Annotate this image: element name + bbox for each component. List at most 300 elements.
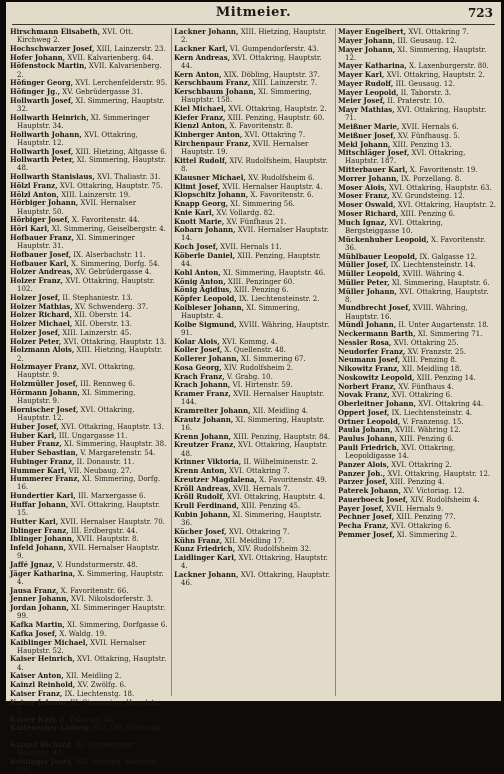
entry-name: Mayer Rudolf, <box>338 78 394 88</box>
entry-address: II. Praterstr. 10. <box>387 97 445 106</box>
entry-name: Kern Andreas, <box>174 52 231 62</box>
entry-name: Krenn Anton, <box>174 466 227 476</box>
entry-address: XVII. Hernalser Hauptstr. 70. <box>60 517 165 526</box>
entry-address: X. Laxenburgerstr. 80. <box>409 62 489 71</box>
entry-name: Panzer Joh., <box>338 468 386 478</box>
column-2 <box>174 28 332 696</box>
entry-name: Koller Josef, <box>174 345 223 355</box>
entry-name: Kolbe Sigmund, <box>174 319 237 329</box>
entry-name: Holzer Josef, <box>10 292 61 302</box>
entry-name: Iblinger Johann, <box>10 534 75 544</box>
entry-address: XI. Simmeringer Hauptstr. 34. <box>17 113 150 130</box>
entry-address: VII. Neubaug. 27. <box>68 466 132 475</box>
entry-address: III. Marxergasse 6. <box>77 492 146 501</box>
entry-address: XV. Victoriag. 12. <box>403 487 465 495</box>
entry-address: XI. Simmering 2. <box>396 530 457 539</box>
entry-name: Kern Anton, <box>174 69 222 79</box>
entry-address: XVI. Ott. Ottakring 7. <box>17 724 161 741</box>
directory-entry <box>10 389 168 405</box>
entry-name: Kolbleser Johann, <box>174 302 245 312</box>
entry-name: Köpfer Leopold, <box>174 294 237 304</box>
entry-address: III. Erdbergstr. 44. <box>70 526 138 535</box>
entry-address: XV. Schwenderg. 37. <box>74 302 149 311</box>
entry-name: Mayer Johann, <box>338 44 396 54</box>
directory-entry <box>10 475 168 491</box>
directory-entry <box>174 304 332 320</box>
entry-name: Nikowitz Franz, <box>338 364 400 374</box>
entry-address: XI. Simmering 71. <box>417 330 483 339</box>
entry-name: Kollerer Johann, <box>174 354 239 364</box>
column-divider <box>171 28 172 696</box>
directory-entry <box>338 46 496 62</box>
entry-name: Pechner Josef, <box>338 512 395 522</box>
entry-address: XI. Simmeringer Hauptstr. 31. <box>17 233 135 250</box>
entry-name: Holzer Mathias, <box>10 301 73 311</box>
entry-name: Hirschmann Elisabeth, <box>10 27 101 36</box>
entry-name: Mayer Engelbert, <box>338 27 407 36</box>
entry-address: X. Favoritenstr. 6. <box>250 191 314 200</box>
column-divider <box>335 28 336 696</box>
entry-address: XVI. Ottakring, Hauptstr. 44. <box>181 53 322 70</box>
entry-name: Knott Marie, <box>174 216 225 226</box>
entry-name: Hofbauer Josef, <box>10 249 72 259</box>
column-1 <box>10 27 168 774</box>
entry-name: Hollwarth Stanislaus, <box>10 172 95 182</box>
entry-name: Hölzl Franz, <box>10 180 58 190</box>
entry-address: XIII. Penzing, Hauptstr. 60. <box>227 113 325 122</box>
entry-name: Kaiser Franz, <box>10 688 63 698</box>
entry-address: XIV. Rudolfsheim 2. <box>223 363 294 372</box>
entry-name: Laidlinger Karl, <box>174 553 237 563</box>
entry-name: Meißner Josef, <box>338 130 396 140</box>
entry-name: Krach Franz, <box>174 371 225 381</box>
entry-address: XIII. Penzing 6. <box>233 286 289 295</box>
entry-name: Infeld Johann, <box>10 543 67 553</box>
entry-name: Kafka Martin, <box>10 620 65 630</box>
entry-address: XVI. Ottakring 7. <box>244 131 306 140</box>
entry-name: Jausa Franz, <box>10 585 59 595</box>
entry-name: König Ägidius, <box>174 285 232 295</box>
entry-name: Huber Sebastian, <box>10 448 79 458</box>
directory-entry <box>10 758 168 774</box>
entry-name: Noskowitz Leopold, <box>338 372 415 382</box>
entry-name: Mitschläger Josef, <box>338 148 410 158</box>
entry-address: XI. Simmering, Hauptstr. 32. <box>17 96 165 113</box>
entry-address: XII. Oberstr. 13. <box>74 320 132 329</box>
entry-name: Meißner Marie, <box>338 122 400 132</box>
entry-address: XVI. Ottakring, Hauptstr. 8. <box>345 287 489 304</box>
entry-address: X. Favoritenstr. 66. <box>60 586 129 595</box>
entry-address: XVI. Ottakring, Hauptstr. 12. <box>387 469 491 478</box>
entry-address: XIII. Penzing 13. <box>392 140 452 149</box>
entry-name: Kaiser Anton, <box>10 671 64 681</box>
entry-address: IX. Liechtensteinstr. 2. <box>238 295 320 304</box>
directory-entry <box>10 639 168 655</box>
entry-address: XVI. Lerchenfelderstr. 95. <box>75 79 168 88</box>
entry-address: XVI. Ottakring, Hauptstr. 46. <box>181 570 331 588</box>
entry-address: XVI. Ottakring, Hauptstr. 13. <box>63 337 167 346</box>
directory-entry <box>10 570 168 586</box>
entry-name: Kittel Rudolf, <box>174 155 228 165</box>
entry-name: Höfenstock Martin, <box>10 61 87 71</box>
entry-address: V. Grabg. 10. <box>226 372 273 381</box>
entry-address: III. Rennweg 6. <box>80 380 135 389</box>
entry-address: XI. Simmering, Dorfgasse 6. <box>67 621 168 630</box>
entry-name: Norbert Franz, <box>338 381 397 391</box>
entry-name: Müller Leopold, <box>338 269 401 279</box>
entry-name: Holzmann Alois, <box>10 345 75 355</box>
entry-address: XV. Fünfhausg. 5. <box>397 131 460 140</box>
entry-address: XI. Simmering, Dorfg. 16. <box>17 475 161 492</box>
entry-address: XVI. Ottakring, Hauptstr. 4. <box>226 493 326 502</box>
entry-name: Jaffé Jgnaz, <box>10 560 55 569</box>
entry-name: Neudorfer Franz, <box>338 346 406 356</box>
entry-name: Oppert Josef, <box>338 407 390 417</box>
entry-name: Klimt Josef, <box>174 181 221 191</box>
directory-entry <box>10 724 168 740</box>
entry-address: V. Margaretenstr. 54. <box>80 449 156 458</box>
entry-name: Höfinger Jg., <box>10 87 61 97</box>
entry-name: Hollwarth Heinrich, <box>10 112 89 122</box>
entry-name: Hochschwarzer Josef, <box>10 43 95 53</box>
entry-address: X. Favoritenstr. 49. <box>259 475 327 484</box>
entry-address: XVI. Ottakring, Hauptstr. 13. <box>61 422 164 431</box>
entry-name: Mühlbauer Leopold, <box>338 251 418 261</box>
entry-address: XV. Zwölfg. 6. <box>77 681 127 690</box>
entry-address: XVI. Ottakring 6. <box>390 522 452 530</box>
entry-address: X. Quellenstr. 48. <box>224 346 286 355</box>
entry-name: Müller Josef, <box>338 260 389 270</box>
directory-entry <box>174 226 332 242</box>
entry-name: Mayer Katharina, <box>338 61 407 71</box>
entry-name: Moser Franz, <box>338 191 390 201</box>
entry-name: Holzer Michael, <box>10 319 73 329</box>
entry-name: Paterek Johann, <box>338 486 401 495</box>
entry-name: Hofer Johann, <box>10 52 66 62</box>
entry-name: Neckermann Barth, <box>338 329 416 339</box>
directory-entry <box>174 88 332 104</box>
entry-address: XIII. Penzing, Hauptstr. 197. <box>17 758 159 774</box>
entry-name: Holzer Franz, <box>10 276 64 285</box>
entry-address: XVII. Kalvarienberg. 64. <box>67 53 154 62</box>
entry-address: XI. Simmering 56. <box>230 200 295 209</box>
entry-address: XIII. Lainzerstr. 45. <box>62 328 132 337</box>
entry-name: Kramer Franz, <box>174 389 231 399</box>
entry-address: XI. Simmering, Hauptstr. 38. <box>63 440 167 449</box>
entry-name: Jenner Johann, <box>10 594 69 604</box>
entry-address: XIII. Penzing 45. <box>241 502 301 511</box>
entry-name: Müller Johann, <box>338 286 397 296</box>
entry-address: XVI. Ottakring 7. <box>229 467 290 476</box>
entry-name: Mückenhuber Leopold, <box>338 234 429 244</box>
entry-address: XVI. Ottakring 25. <box>393 338 459 347</box>
entry-address: XIII. Penzinger 60. <box>227 277 295 286</box>
entry-name: Kolar Alois, <box>174 336 220 346</box>
directory-entry <box>10 199 168 215</box>
entry-address: XVIII. Währing 12. <box>394 426 461 435</box>
entry-address: XIII. Penzing, Hauptstr. 84. <box>233 432 331 441</box>
entry-name: Paula Johann, <box>338 425 393 435</box>
entry-name: Kirchenpaur Franz, <box>174 138 251 148</box>
entry-name: Hollwarth Johann, <box>10 129 82 139</box>
entry-name: Krach Johann, <box>174 380 231 390</box>
entry-name: Krull Ferdinand, <box>174 501 239 511</box>
entry-address: XII. Meidling 2. <box>65 672 122 681</box>
entry-address: XI. Simmeringer Hauptstr. 99. <box>17 604 166 621</box>
entry-address: XVI. Ottakring 44. <box>418 400 484 409</box>
entry-name: Kienzl Anton, <box>174 121 228 131</box>
directory-entry <box>10 655 168 671</box>
entry-name: Hummer Karl, <box>10 465 67 475</box>
entry-address: XIII. Penzing, Hauptstr. 44. <box>181 251 321 269</box>
entry-address: X. Simmering, Hauptstr. 4. <box>17 569 164 586</box>
entry-address: XI. Simmering, Hauptstr. 4. <box>181 303 300 320</box>
entry-address: XVI. Ottakring, Hauptstr. 75. <box>59 181 163 190</box>
directory-entry <box>338 106 496 122</box>
entry-name: Novak Franz, <box>338 390 390 400</box>
entry-address: IX. Liechtenstg. 18. <box>64 689 135 698</box>
entry-name: Mayer Johann, <box>338 35 396 45</box>
entry-name: Paulus Johann, <box>338 434 398 444</box>
entry-address: X. Favoritenstr. 19. <box>409 166 478 175</box>
entry-address: XIII. Penzing 4. <box>389 478 445 487</box>
entry-address: XV. Gebrüdergasse 4. <box>75 268 152 277</box>
entry-address: XII. Meidling 18. <box>401 365 462 374</box>
entry-name: Holzer Josef, <box>10 327 61 337</box>
entry-address: II. Wilhelminenstr. 2. <box>243 458 319 467</box>
entry-name: Pemmer Josef, <box>338 529 395 539</box>
entry-name: Knie Karl, <box>174 207 215 217</box>
entry-address: XVI. Ottakring, Hauptstr. 2. <box>386 71 485 80</box>
entry-address: XIII. Penzing 6. <box>399 435 454 444</box>
entry-name: Kröll Rudolf, <box>174 492 225 502</box>
entry-address: XI. Simmering, Hauptstr. 48. <box>17 156 166 173</box>
entry-address: XVI. Ottakring 7. <box>408 28 469 36</box>
entry-name: Kücher Josef, <box>174 526 227 536</box>
entry-address: XIII. Hietzing, Altgasse 6. <box>75 147 167 156</box>
entry-name: Mekl Johann, <box>338 139 391 149</box>
entry-address: XIII. Penzing 8. <box>402 356 458 365</box>
entry-address: X. Favoritenstr. 36. <box>345 235 486 252</box>
entry-address: V. Hundsturmerstr. 48. <box>56 561 138 569</box>
directory-entry <box>10 406 168 422</box>
directory-entry <box>10 234 168 250</box>
entry-name: Krinner Viktoria, <box>174 457 242 467</box>
entry-name: Klopschitz Johann, <box>174 190 249 200</box>
entry-address: XV. Franzstr. 25. <box>407 347 466 356</box>
page-title: Mitmeier. <box>215 5 292 20</box>
entry-address: XVII. Hernalser Hauptstr. 144. <box>181 390 325 407</box>
entry-name: Huber Franz, <box>10 439 62 449</box>
entry-address: XVI. Ottakring, Hauptstr. 2. <box>228 104 327 113</box>
directory-entry <box>338 531 496 539</box>
entry-address: IX. Alserbachstr. 11. <box>73 250 146 259</box>
directory-entry <box>10 114 168 130</box>
directory-entry <box>10 741 168 757</box>
entry-name: Mundbrecht Josef, <box>338 303 411 313</box>
directory-entry <box>174 252 332 268</box>
directory-entry <box>10 97 168 113</box>
column-3 <box>338 28 496 696</box>
entry-name: Mayr Mathias, <box>338 105 395 115</box>
entry-name: Koch Josef, <box>174 242 219 252</box>
entry-address: XVIII. Währing, Hauptstr. 91. <box>181 320 330 337</box>
entry-address: XVI. Nikolsdorferstr. 3. <box>70 595 154 604</box>
entry-address: XI. Simmering, Hauptstr. 6. <box>391 278 490 287</box>
entry-name: Kinberger Anton, <box>174 130 243 140</box>
entry-name: Moser Alois, <box>338 182 387 192</box>
entry-address: XVI. Ottakring, Hauptstr. 4. <box>181 554 328 571</box>
entry-address: XVII. Hernals 9. <box>386 504 444 513</box>
directory-entry <box>10 699 168 715</box>
entry-address: XVI. Ottakring, Hauptstr. 2. <box>397 201 497 210</box>
entry-name: Hubinger Franz, <box>10 456 75 466</box>
entry-address: XIV. Rudolfsheim 32. <box>237 545 312 554</box>
entry-name: Kohl Anton, <box>174 267 221 277</box>
entry-name: Kunz Friedrich, <box>174 544 236 554</box>
entry-address: XVI. Ottakring, Hauptstr. 71. <box>345 106 487 123</box>
entry-address: XVI. Ott. Kirchweg 2. <box>17 28 134 45</box>
entry-name: Hundertier Karl, <box>10 491 76 501</box>
directory-page <box>6 2 501 774</box>
entry-name: Iblinger Franz, <box>10 525 69 535</box>
entry-name: Jäger Katharina, <box>10 568 76 578</box>
entry-name: Mayer Leopold, <box>338 87 399 97</box>
entry-name: Meier Josef, <box>338 96 386 106</box>
directory-entry <box>10 346 168 362</box>
entry-name: Kerschbaum Franz, <box>174 78 251 88</box>
entry-address: XVI. Ottakring, Hauptstr. 48. <box>181 441 328 458</box>
entry-address: XI. Simmering, Hauptstr. 6. <box>17 698 160 715</box>
entry-name: Huber Josef, <box>10 421 59 431</box>
entry-name: Huber Karl, <box>10 430 57 440</box>
entry-address: IX. Liechtensteinstr. 4. <box>391 408 473 417</box>
entry-address: XI. Simmering, Geiselbergstr. 4. <box>51 225 166 234</box>
entry-name: Höfinger Georg, <box>10 78 74 88</box>
entry-name: Kosa Georg, <box>174 362 222 372</box>
entry-address: VI. Gumpendorferstr. 43. <box>229 44 319 53</box>
entry-name: Jordan Johann, <box>10 603 69 613</box>
entry-address: XVII. Hernals 11. <box>220 243 282 252</box>
entry-name: Kaltenecker Ludwig, <box>10 723 92 733</box>
entry-name: Hofbauer Franz, <box>10 232 74 242</box>
directory-entry <box>338 219 496 235</box>
entry-name: Müller Peter, <box>338 277 390 287</box>
entry-name: Keblinger Josef, <box>10 757 73 767</box>
directory-entry <box>174 511 332 527</box>
directory-entry <box>10 363 168 379</box>
entry-address: XVII. Hernalser Hauptstr. 4. <box>222 182 323 191</box>
entry-name: König Anton, <box>174 276 226 286</box>
entry-name: Hutter Karl, <box>10 516 59 526</box>
entry-address: XVIII. Währing 4. <box>402 270 465 279</box>
entry-name: Nessler Rosa, <box>338 337 392 347</box>
entry-address: XV. Vollardg. 82. <box>216 208 275 217</box>
entry-address: XV. Fünfhaus 21. <box>226 217 287 226</box>
entry-name: Kühn Franz, <box>174 535 223 545</box>
entry-name: Lackner Johann, <box>174 569 239 579</box>
entry-name: Mitterbauer Karl, <box>338 165 408 175</box>
entry-address: XIII. Lainzerstr. 7. <box>252 79 318 88</box>
entry-address: X. Favoritenstr. 8. <box>229 122 293 131</box>
directory-entry <box>338 236 496 252</box>
entry-address: IX. Porzellang. 8. <box>400 174 462 183</box>
entry-name: Kaiser Johann, <box>10 697 69 707</box>
entry-name: Holzer Andreas, <box>10 267 73 277</box>
entry-name: Mayer Karl, <box>338 70 385 80</box>
directory-entry <box>174 441 332 457</box>
entry-address: XVIII. Währing, Hauptstr. 16. <box>345 304 468 321</box>
entry-address: XVI. Ottakring 7. <box>228 527 290 536</box>
directory-entry <box>174 416 332 432</box>
entry-address: III. Geusaug. 12. <box>395 79 455 88</box>
directory-entry <box>10 131 168 147</box>
entry-name: Klausner Michael, <box>174 172 246 182</box>
entry-name: Kiel Michael, <box>174 103 227 113</box>
entry-address: II. Unter Augartenstr. 18. <box>398 321 489 330</box>
entry-name: Hörbiger Johann, <box>10 198 79 208</box>
entry-name: Hollwarth Josef, <box>10 95 74 105</box>
entry-name: Knapp Georg, <box>174 199 229 209</box>
entry-address: X. Favoritenstr. 44. <box>71 216 140 225</box>
entry-address: XVI. Ottakring 2. <box>391 460 452 469</box>
entry-name: Holzer Richard, <box>10 310 72 320</box>
entry-address: XII. Oberstr. 14. <box>74 311 132 320</box>
entry-address: XIV. Rudolfsheim 4. <box>410 495 480 504</box>
entry-name: Mündl Johann, <box>338 320 397 330</box>
entry-name: Hornischer Josef, <box>10 404 79 414</box>
directory-entry <box>174 554 332 570</box>
entry-name: Köberle Daniel, <box>174 250 236 260</box>
directory-entry <box>174 140 332 156</box>
entry-address: XVII. Hernalser Hauptstr. 14. <box>181 226 329 243</box>
entry-address: XV. Gebrüdergasse 31. <box>62 88 143 97</box>
entry-address: XVI. Ottakring, Hauptstr. 9. <box>17 363 136 380</box>
entry-address: XVI. Ottakring, Hauptstr. 4. <box>17 655 167 672</box>
entry-address: V. Franzensg. 15. <box>402 417 464 426</box>
entry-name: Hofbauer Karl, <box>10 258 69 268</box>
page-header <box>6 2 501 24</box>
directory-entry <box>338 444 496 460</box>
directory-entry <box>10 604 168 620</box>
directory-entry <box>10 156 168 172</box>
entry-address: X. Simmering, Dorfg. 54. <box>71 259 160 268</box>
entry-address: XVI. Ottakring, Hauptstr. 187. <box>345 149 466 166</box>
entry-name: Neumann Josef, <box>338 355 401 365</box>
entry-name: Pauerboeck Josef, <box>338 494 409 504</box>
directory-entry <box>174 321 332 337</box>
entry-address: XVII. Hauptstr. 8. <box>76 535 139 544</box>
entry-name: Panzer Alois, <box>338 459 390 469</box>
entry-address: XVI. Ottakring, Hauptstr. 12. <box>17 405 135 423</box>
entry-name: Pecha Franz, <box>338 521 389 530</box>
entry-name: Kerschbaum Johann, <box>174 87 256 97</box>
entry-name: Parzer Josef, <box>338 477 388 487</box>
entry-address: XVII. Hernals 7. <box>232 484 290 493</box>
directory-entry <box>174 390 332 406</box>
entry-address: XI. Simmeringer Hauptstr. 41. <box>17 741 135 758</box>
entry-name: Hollwarth Josef, <box>10 146 74 156</box>
directory-entry <box>10 277 168 293</box>
header-rule <box>12 24 495 25</box>
entry-address: XIII. Hietzing, Hauptstr. 2. <box>181 28 327 45</box>
entry-name: Holzmüller Josef, <box>10 379 78 389</box>
entry-name: Kainzl Reinhold, <box>10 680 76 690</box>
entry-name: Kaiser Karl, <box>10 714 58 724</box>
directory-entry <box>10 28 168 44</box>
entry-name: Krenn Johann, <box>174 431 232 441</box>
entry-name: Lackner Johann, <box>174 27 239 36</box>
